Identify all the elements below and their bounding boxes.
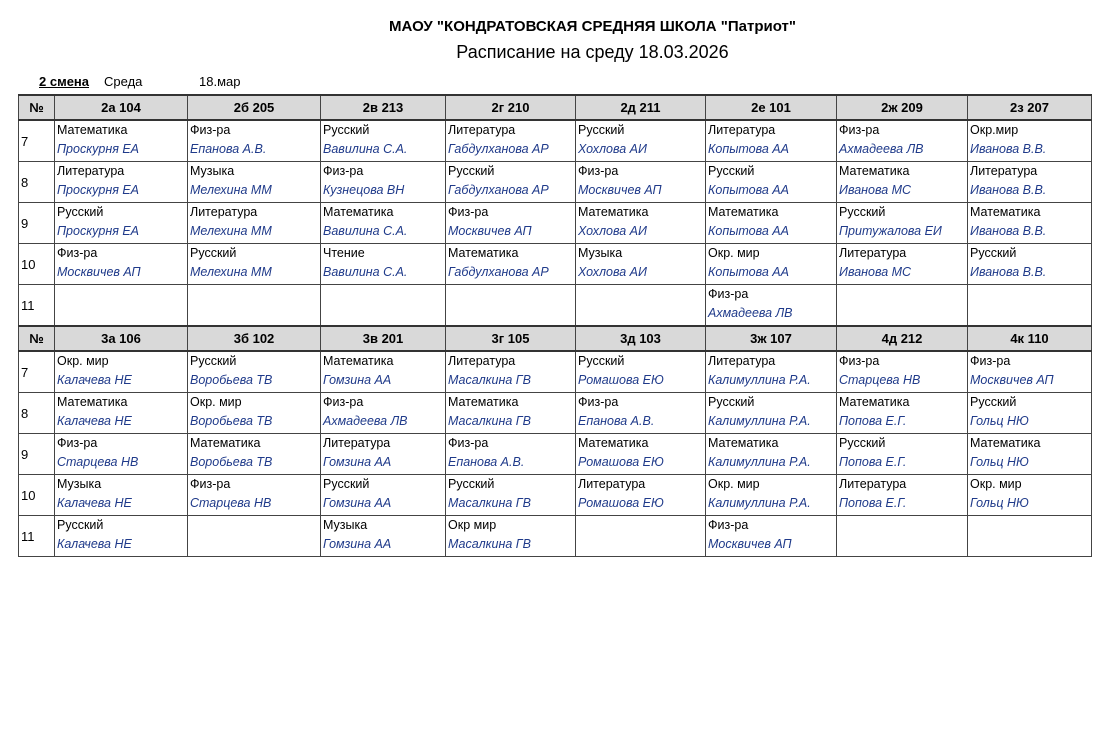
lesson-cell <box>321 434 446 475</box>
subject-name: Математика <box>323 354 394 368</box>
lesson-cell <box>968 203 1092 244</box>
lesson-cell <box>188 244 321 285</box>
subject-name: Литература <box>839 246 907 260</box>
lesson-cell <box>837 120 968 162</box>
lesson-cell <box>446 203 576 244</box>
teacher-name: Воробьева ТВ <box>190 414 273 428</box>
subject-name: Математика <box>448 395 519 409</box>
subject-name: Русский <box>448 164 495 178</box>
lesson-row <box>19 203 1092 244</box>
lesson-cell <box>576 516 706 557</box>
subject-name: Математика <box>323 205 394 219</box>
subject-name: Физ-ра <box>448 436 489 450</box>
subject-name: Русский <box>323 123 370 137</box>
class-header: 2ж 209 <box>837 95 968 120</box>
teacher-name: Москвичев АП <box>708 537 792 551</box>
lesson-cell <box>576 393 706 434</box>
teacher-name: Иванова В.В. <box>970 224 1047 238</box>
lesson-cell <box>188 475 321 516</box>
lesson-cell <box>706 393 837 434</box>
lesson-cell <box>968 244 1092 285</box>
teacher-name: Кузнецова ВН <box>323 183 405 197</box>
teacher-name: Гомзина АА <box>323 496 392 510</box>
subject-name: Музыка <box>190 164 235 178</box>
subject-name: Физ-ра <box>970 354 1011 368</box>
date-label: 18.мар <box>199 74 241 89</box>
subject-name: Чтение <box>323 246 365 260</box>
subject-name: Математика <box>578 205 649 219</box>
class-header-row <box>19 326 1092 351</box>
lesson-cell <box>576 244 706 285</box>
lesson-cell <box>576 162 706 203</box>
lesson-cell <box>446 393 576 434</box>
teacher-name: Мелехина ММ <box>190 224 272 238</box>
lesson-cell <box>837 203 968 244</box>
subject-name: Математика <box>839 395 910 409</box>
teacher-name: Копытова АА <box>708 142 789 156</box>
lesson-cell <box>837 162 968 203</box>
subject-name: Литература <box>323 436 391 450</box>
subject-name: Физ-ра <box>839 354 880 368</box>
lesson-cell <box>188 351 321 393</box>
lesson-cell <box>837 244 968 285</box>
class-header: 3д 103 <box>576 326 706 351</box>
class-header: 2г 210 <box>446 95 576 120</box>
lesson-cell <box>837 285 968 327</box>
subject-name: Литература <box>448 354 516 368</box>
subject-name: Литература <box>839 477 907 491</box>
teacher-name: Проскурня ЕА <box>57 142 140 156</box>
class-header: 2з 207 <box>968 95 1092 120</box>
subject-name: Литература <box>708 354 776 368</box>
lesson-number: 9 <box>19 434 55 475</box>
lesson-cell <box>968 475 1092 516</box>
subject-name: Математика <box>970 436 1041 450</box>
lesson-cell <box>55 244 188 285</box>
lesson-cell <box>55 475 188 516</box>
subject-name: Литература <box>708 123 776 137</box>
lesson-cell <box>446 244 576 285</box>
subject-name: Русский <box>190 354 237 368</box>
lesson-cell <box>968 516 1092 557</box>
teacher-name: Калимуллина Р.А. <box>708 414 811 428</box>
lesson-row <box>19 351 1092 393</box>
lesson-cell <box>55 516 188 557</box>
teacher-name: Гольц НЮ <box>970 496 1029 510</box>
lesson-cell <box>446 162 576 203</box>
subject-name: Физ-ра <box>323 395 364 409</box>
subject-name: Физ-ра <box>57 436 98 450</box>
teacher-name: Калимуллина Р.А. <box>708 373 811 387</box>
class-header: 2б 205 <box>188 95 321 120</box>
lesson-cell <box>321 351 446 393</box>
teacher-name: Старцева НВ <box>839 373 921 387</box>
subject-name: Физ-ра <box>190 123 231 137</box>
lesson-cell <box>968 120 1092 162</box>
teacher-name: Вавилина С.А. <box>323 142 408 156</box>
subject-name: Физ-ра <box>839 123 880 137</box>
teacher-name: Гомзина АА <box>323 537 392 551</box>
teacher-name: Масалкина ГВ <box>448 496 531 510</box>
lesson-cell <box>321 120 446 162</box>
subject-name: Физ-ра <box>448 205 489 219</box>
class-header: 3ж 107 <box>706 326 837 351</box>
lesson-cell <box>576 120 706 162</box>
teacher-name: Старцева НВ <box>190 496 272 510</box>
schedule-table <box>18 94 1092 557</box>
teacher-name: Иванова МС <box>839 265 912 279</box>
lesson-cell <box>321 244 446 285</box>
lesson-cell <box>188 162 321 203</box>
subject-name: Окр. мир <box>57 354 109 368</box>
lesson-cell <box>968 162 1092 203</box>
lesson-number: 11 <box>19 285 55 327</box>
subject-name: Литература <box>448 123 516 137</box>
teacher-name: Попова Е.Г. <box>839 496 907 510</box>
subject-name: Математика <box>190 436 261 450</box>
teacher-name: Гольц НЮ <box>970 414 1029 428</box>
teacher-name: Епанова А.В. <box>190 142 267 156</box>
lesson-number-header: № <box>19 326 55 351</box>
teacher-name: Москвичев АП <box>57 265 141 279</box>
teacher-name: Ахмадеева ЛВ <box>323 414 408 428</box>
teacher-name: Вавилина С.А. <box>323 265 408 279</box>
subject-name: Русский <box>839 205 886 219</box>
subject-name: Русский <box>708 164 755 178</box>
subject-name: Русский <box>970 246 1017 260</box>
teacher-name: Калачева НЕ <box>57 537 132 551</box>
class-header: 4к 110 <box>968 326 1092 351</box>
teacher-name: Ахмадеева ЛВ <box>708 306 793 320</box>
lesson-cell <box>55 351 188 393</box>
lesson-row <box>19 244 1092 285</box>
lesson-cell <box>968 393 1092 434</box>
teacher-name: Хохлова АИ <box>578 142 647 156</box>
lesson-cell <box>706 475 837 516</box>
teacher-name: Габдулханова АР <box>448 142 549 156</box>
subject-name: Математика <box>839 164 910 178</box>
lesson-number: 7 <box>19 351 55 393</box>
lesson-row <box>19 393 1092 434</box>
subject-name: Русский <box>57 518 104 532</box>
schedule-subtitle: Расписание на среду 18.03.2026 <box>456 42 729 62</box>
teacher-name: Хохлова АИ <box>578 265 647 279</box>
teacher-name: Проскурня ЕА <box>57 183 140 197</box>
subject-name: Литература <box>578 477 646 491</box>
subject-name: Физ-ра <box>57 246 98 260</box>
teacher-name: Иванова В.В. <box>970 265 1047 279</box>
lesson-cell <box>968 285 1092 327</box>
subject-name: Литература <box>190 205 258 219</box>
subject-name: Русский <box>970 395 1017 409</box>
lesson-cell <box>321 475 446 516</box>
teacher-name: Калачева НЕ <box>57 373 132 387</box>
class-header: 2д 211 <box>576 95 706 120</box>
teacher-name: Масалкина ГВ <box>448 537 531 551</box>
subject-name: Окр.мир <box>970 123 1019 137</box>
lesson-cell <box>706 120 837 162</box>
teacher-name: Копытова АА <box>708 224 789 238</box>
lesson-cell <box>706 203 837 244</box>
teacher-name: Вавилина С.А. <box>323 224 408 238</box>
class-header: 2е 101 <box>706 95 837 120</box>
subject-name: Русский <box>578 354 625 368</box>
lesson-cell <box>968 434 1092 475</box>
teacher-name: Притужалова ЕИ <box>839 224 942 238</box>
lesson-row <box>19 475 1092 516</box>
lesson-cell <box>188 120 321 162</box>
class-header-row <box>19 95 1092 120</box>
teacher-name: Москвичев АП <box>970 373 1054 387</box>
subject-name: Физ-ра <box>190 477 231 491</box>
subject-name: Физ-ра <box>708 287 749 301</box>
subject-name: Русский <box>578 123 625 137</box>
lesson-cell <box>321 393 446 434</box>
lesson-cell <box>706 162 837 203</box>
lesson-cell <box>55 203 188 244</box>
teacher-name: Гомзина АА <box>323 373 392 387</box>
subject-name: Литература <box>970 164 1038 178</box>
subject-name: Математика <box>708 205 779 219</box>
lesson-cell <box>446 285 576 327</box>
teacher-name: Епанова А.В. <box>578 414 655 428</box>
subject-name: Окр. мир <box>970 477 1022 491</box>
class-header: 3а 106 <box>55 326 188 351</box>
lesson-cell <box>188 434 321 475</box>
subject-name: Музыка <box>578 246 623 260</box>
subject-name: Русский <box>839 436 886 450</box>
teacher-name: Иванова В.В. <box>970 183 1047 197</box>
teacher-name: Иванова В.В. <box>970 142 1047 156</box>
school-title: МАОУ "КОНДРАТОВСКАЯ СРЕДНЯЯ ШКОЛА "Патриот" <box>389 18 796 35</box>
lesson-cell <box>576 203 706 244</box>
lesson-row <box>19 285 1092 327</box>
lesson-number: 8 <box>19 162 55 203</box>
lesson-cell <box>706 285 837 327</box>
class-header: 2в 213 <box>321 95 446 120</box>
teacher-name: Мелехина ММ <box>190 183 272 197</box>
subject-name: Русский <box>190 246 237 260</box>
lesson-number-header: № <box>19 95 55 120</box>
teacher-name: Ахмадеева ЛВ <box>839 142 924 156</box>
lesson-cell <box>706 244 837 285</box>
lesson-cell <box>837 351 968 393</box>
lesson-number: 7 <box>19 120 55 162</box>
subject-name: Русский <box>708 395 755 409</box>
teacher-name: Мелехина ММ <box>190 265 272 279</box>
lesson-row <box>19 434 1092 475</box>
subject-name: Окр. мир <box>708 246 760 260</box>
teacher-name: Москвичев АП <box>578 183 662 197</box>
teacher-name: Ромашова ЕЮ <box>578 373 664 387</box>
teacher-name: Гомзина АА <box>323 455 392 469</box>
teacher-name: Калимуллина Р.А. <box>708 455 811 469</box>
lesson-cell <box>188 203 321 244</box>
teacher-name: Иванова МС <box>839 183 912 197</box>
teacher-name: Старцева НВ <box>57 455 139 469</box>
subject-name: Математика <box>57 395 128 409</box>
subject-name: Математика <box>970 205 1041 219</box>
lesson-cell <box>55 285 188 327</box>
lesson-row <box>19 162 1092 203</box>
lesson-row <box>19 516 1092 557</box>
subject-name: Математика <box>448 246 519 260</box>
class-header: 3в 201 <box>321 326 446 351</box>
lesson-number: 8 <box>19 393 55 434</box>
lesson-cell <box>706 434 837 475</box>
lesson-number: 11 <box>19 516 55 557</box>
lesson-number: 10 <box>19 475 55 516</box>
class-header: 4д 212 <box>837 326 968 351</box>
subject-name: Русский <box>57 205 104 219</box>
lesson-cell <box>188 516 321 557</box>
lesson-cell <box>55 393 188 434</box>
lesson-cell <box>55 162 188 203</box>
teacher-name: Москвичев АП <box>448 224 532 238</box>
subject-name: Математика <box>57 123 128 137</box>
lesson-cell <box>576 434 706 475</box>
subject-name: Русский <box>448 477 495 491</box>
lesson-cell <box>576 475 706 516</box>
class-header: 3г 105 <box>446 326 576 351</box>
subject-name: Русский <box>323 477 370 491</box>
lesson-cell <box>446 120 576 162</box>
subject-name: Математика <box>708 436 779 450</box>
teacher-name: Гольц НЮ <box>970 455 1029 469</box>
subject-name: Физ-ра <box>708 518 749 532</box>
lesson-cell <box>837 393 968 434</box>
lesson-cell <box>446 351 576 393</box>
teacher-name: Масалкина ГВ <box>448 373 531 387</box>
teacher-name: Габдулханова АР <box>448 183 549 197</box>
teacher-name: Копытова АА <box>708 265 789 279</box>
lesson-cell <box>576 351 706 393</box>
teacher-name: Попова Е.Г. <box>839 414 907 428</box>
lesson-cell <box>188 285 321 327</box>
lesson-cell <box>706 351 837 393</box>
lesson-cell <box>55 120 188 162</box>
teacher-name: Воробьева ТВ <box>190 373 273 387</box>
subject-name: Окр мир <box>448 518 497 532</box>
teacher-name: Хохлова АИ <box>578 224 647 238</box>
subject-name: Математика <box>578 436 649 450</box>
subject-name: Литература <box>57 164 125 178</box>
lesson-row <box>19 120 1092 162</box>
lesson-cell <box>321 203 446 244</box>
shift-label: 2 смена <box>39 74 90 89</box>
teacher-name: Копытова АА <box>708 183 789 197</box>
lesson-cell <box>446 516 576 557</box>
class-header: 2а 104 <box>55 95 188 120</box>
lesson-cell <box>55 434 188 475</box>
subject-name: Физ-ра <box>323 164 364 178</box>
teacher-name: Епанова А.В. <box>448 455 525 469</box>
lesson-cell <box>576 285 706 327</box>
teacher-name: Проскурня ЕА <box>57 224 140 238</box>
teacher-name: Ромашова ЕЮ <box>578 496 664 510</box>
teacher-name: Калачева НЕ <box>57 414 132 428</box>
lesson-cell <box>321 162 446 203</box>
lesson-cell <box>837 475 968 516</box>
teacher-name: Ромашова ЕЮ <box>578 455 664 469</box>
teacher-name: Калачева НЕ <box>57 496 132 510</box>
subject-name: Окр. мир <box>190 395 242 409</box>
lesson-number: 10 <box>19 244 55 285</box>
lesson-cell <box>706 516 837 557</box>
teacher-name: Габдулханова АР <box>448 265 549 279</box>
lesson-cell <box>968 351 1092 393</box>
lesson-cell <box>321 516 446 557</box>
lesson-cell <box>837 434 968 475</box>
subject-name: Музыка <box>323 518 368 532</box>
lesson-cell <box>837 516 968 557</box>
teacher-name: Калимуллина Р.А. <box>708 496 811 510</box>
lesson-cell <box>446 475 576 516</box>
day-label: Среда <box>104 74 143 89</box>
teacher-name: Масалкина ГВ <box>448 414 531 428</box>
subject-name: Музыка <box>57 477 102 491</box>
teacher-name: Воробьева ТВ <box>190 455 273 469</box>
lesson-number: 9 <box>19 203 55 244</box>
subject-name: Физ-ра <box>578 164 619 178</box>
subject-name: Физ-ра <box>578 395 619 409</box>
subject-name: Окр. мир <box>708 477 760 491</box>
lesson-cell <box>188 393 321 434</box>
class-header: 3б 102 <box>188 326 321 351</box>
lesson-cell <box>321 285 446 327</box>
lesson-cell <box>446 434 576 475</box>
teacher-name: Попова Е.Г. <box>839 455 907 469</box>
